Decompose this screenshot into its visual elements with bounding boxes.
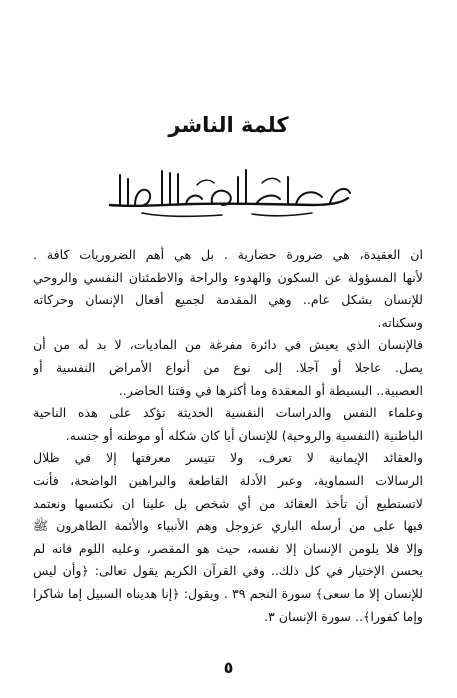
body-line: يحسن الإختيار في كل ذلك.. وفي القرآن الكريم يقول تعالى: ﴿وأن ليس [33, 563, 423, 579]
body-line: للإنسان إلا ما سعى﴾ سورة النجم ٣٩ . ويقول: ﴿إنا هديناه السبيل إما شاكرا [33, 585, 423, 601]
basmala-calligraphy [102, 165, 354, 220]
body-line: لأنها المسؤولة عن السكون والهدوء والراحة والاطمئنان النفسي والروحي [33, 269, 423, 285]
body-line: يصل. عاجلا أو آجلا. إلى نوع من أنواع الأمراض النفسية أو [33, 359, 423, 375]
body-line: والعقائد الإيمانية لا تعرف، ولا تتيسر معرفتها إلا في ظلال [33, 450, 423, 466]
body-line: لاتستطيع أن تأخذ العقائد من أي شخص بل علينا ان نكتسبها ونعتمد [33, 495, 423, 511]
body-line: وسكناته. [377, 314, 423, 330]
body-line: وإلا فلا يلومن الإنسان إلا نفسه، حيث هو المقصر، وعليه اللوم فانه لم [33, 540, 423, 556]
document-body [33, 244, 423, 628]
body-line: الباطنية (النفسية والروحية) للإنسان أيا كان شكله أو موطنه أو جنسه. [65, 427, 423, 443]
page-number: ٥ [223, 658, 234, 677]
body-line: فيها على من أرسله الباري عزوجل وهم الأنبياء والأئمة الطاهرون ﷺ [33, 518, 423, 534]
body-line: للإنسان بشكل عام.. وهي المقدمة لجميع أفعال الإنسان وحركاته [33, 292, 423, 308]
page-title: كلمة الناشر [168, 113, 289, 137]
basmala-text: بسم الله الرحمن الرحيم [222, 219, 234, 220]
body-line: فالإنسان الذي يعيش في دائرة مفرغة من الماديات، لا بد له من أن [33, 337, 423, 353]
body-line: ان العقيدة، هي ضرورة حضارية . بل هي أهم الضروريات كافة . [33, 247, 423, 262]
body-line: وإما كفورا﴾.. سورة الإنسان ٣. [263, 608, 423, 624]
body-line: وعلماء النفس والدراسات النفسية الحديثة تؤكد على هذه الناحية [33, 405, 423, 421]
body-line: العصبية.. البسيطة أو المعقدة وما أكثرها في وقتنا الحاضر.. [118, 382, 423, 398]
body-line: الرسالات السماوية، وعبر الأدلة القاطعة والبراهين الواضحة، فأنت [33, 472, 423, 488]
